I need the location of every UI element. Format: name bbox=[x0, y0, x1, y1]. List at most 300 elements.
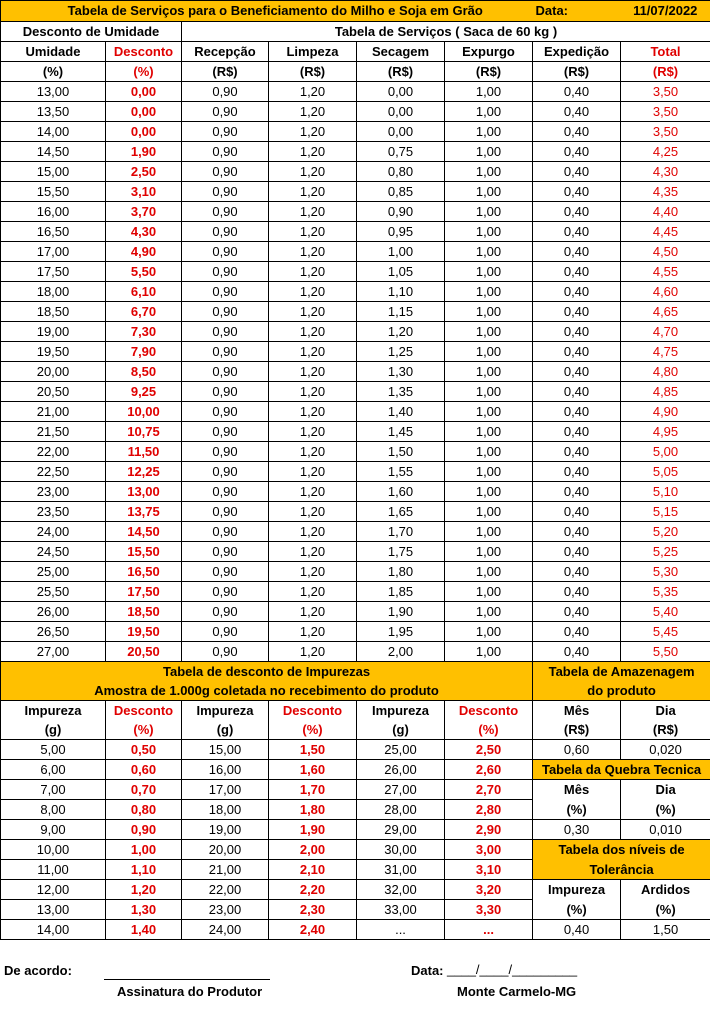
breakage-unit-dia: (%) bbox=[621, 800, 710, 820]
cell-expurgo: 1,00 bbox=[445, 142, 533, 162]
title-bar bbox=[1, 1, 710, 22]
cell-secagem: 1,35 bbox=[357, 382, 445, 402]
cell-expedicao: 0,40 bbox=[533, 482, 621, 502]
table-row bbox=[1, 382, 710, 402]
cell-recepcao: 0,90 bbox=[182, 162, 269, 182]
col-expedicao: Expedição bbox=[533, 42, 621, 62]
cell-umidade: 19,00 bbox=[1, 322, 106, 342]
cell-secagem: 1,20 bbox=[357, 322, 445, 342]
cell-recepcao: 0,90 bbox=[182, 542, 269, 562]
cell-secagem: 1,60 bbox=[357, 482, 445, 502]
cell-recepcao: 0,90 bbox=[182, 562, 269, 582]
cell-desconto: 8,50 bbox=[106, 362, 182, 382]
cell-expedicao: 0,40 bbox=[533, 162, 621, 182]
table-row bbox=[1, 262, 710, 282]
imp-cell-impureza: 7,00 bbox=[1, 780, 106, 800]
imp-cell-desconto: 1,60 bbox=[269, 760, 357, 780]
imp-cell-impureza: 20,00 bbox=[182, 840, 269, 860]
imp-cell-impureza: 22,00 bbox=[182, 880, 269, 900]
cell-expurgo: 1,00 bbox=[445, 222, 533, 242]
cell-desconto: 2,50 bbox=[106, 162, 182, 182]
cell-expurgo: 1,00 bbox=[445, 602, 533, 622]
cell-desconto: 7,90 bbox=[106, 342, 182, 362]
cell-desconto: 3,70 bbox=[106, 202, 182, 222]
cell-expurgo: 1,00 bbox=[445, 122, 533, 142]
imp-cell-desconto: 1,50 bbox=[269, 740, 357, 760]
cell-recepcao: 0,90 bbox=[182, 642, 269, 662]
impurities-rows bbox=[1, 740, 710, 940]
cell-expedicao: 0,40 bbox=[533, 402, 621, 422]
cell-umidade: 21,50 bbox=[1, 422, 106, 442]
cell-umidade: 27,00 bbox=[1, 642, 106, 662]
col-desconto: Desconto bbox=[106, 42, 182, 62]
imp-cell-impureza: 5,00 bbox=[1, 740, 106, 760]
cell-secagem: 1,00 bbox=[357, 242, 445, 262]
imp-cell-impureza: 32,00 bbox=[357, 880, 445, 900]
imp-cell-desconto: 3,10 bbox=[445, 860, 533, 880]
cell-total: 5,35 bbox=[621, 582, 710, 602]
imp-cell-desconto: 0,70 bbox=[106, 780, 182, 800]
signature-label: Assinatura do Produtor bbox=[117, 984, 263, 999]
cell-secagem: 1,30 bbox=[357, 362, 445, 382]
cell-desconto: 4,30 bbox=[106, 222, 182, 242]
storage-title-2: do produto bbox=[533, 681, 710, 701]
cell-expedicao: 0,40 bbox=[533, 122, 621, 142]
storage-title-1: Tabela de Amazenagem bbox=[533, 662, 710, 682]
cell-recepcao: 0,90 bbox=[182, 262, 269, 282]
table-row bbox=[1, 162, 710, 182]
imp-col-desconto-3: Desconto bbox=[445, 701, 533, 721]
impurities-table bbox=[0, 661, 710, 940]
table-row bbox=[1, 800, 710, 820]
imp-cell-desconto: 0,80 bbox=[106, 800, 182, 820]
cell-expedicao: 0,40 bbox=[533, 362, 621, 382]
cell-recepcao: 0,90 bbox=[182, 282, 269, 302]
cell-desconto: 0,00 bbox=[106, 102, 182, 122]
imp-cell-impureza: 14,00 bbox=[1, 920, 106, 940]
cell-desconto: 1,90 bbox=[106, 142, 182, 162]
cell-expedicao: 0,40 bbox=[533, 642, 621, 662]
table-row bbox=[1, 282, 710, 302]
cell-expurgo: 1,00 bbox=[445, 542, 533, 562]
imp-cell-impureza: 18,00 bbox=[182, 800, 269, 820]
cell-total: 5,25 bbox=[621, 542, 710, 562]
tolerance-title-1: Tabela dos níveis de bbox=[533, 840, 710, 860]
cell-limpeza: 1,20 bbox=[269, 562, 357, 582]
cell-secagem: 1,15 bbox=[357, 302, 445, 322]
cell-secagem: 1,65 bbox=[357, 502, 445, 522]
imp-cell-desconto: 0,60 bbox=[106, 760, 182, 780]
cell-desconto: 18,50 bbox=[106, 602, 182, 622]
cell-recepcao: 0,90 bbox=[182, 182, 269, 202]
cell-expedicao: 0,40 bbox=[533, 182, 621, 202]
cell-expurgo: 1,00 bbox=[445, 562, 533, 582]
cell-expurgo: 1,00 bbox=[445, 622, 533, 642]
cell-expurgo: 1,00 bbox=[445, 642, 533, 662]
cell-expedicao: 0,40 bbox=[533, 502, 621, 522]
cell-umidade: 24,50 bbox=[1, 542, 106, 562]
cell-desconto: 3,10 bbox=[106, 182, 182, 202]
cell-desconto: 11,50 bbox=[106, 442, 182, 462]
cell-recepcao: 0,90 bbox=[182, 622, 269, 642]
imp-cell-desconto: 2,50 bbox=[445, 740, 533, 760]
breakage-col-dia: Dia bbox=[621, 780, 710, 800]
imp-cell-desconto: 1,30 bbox=[106, 900, 182, 920]
cell-limpeza: 1,20 bbox=[269, 122, 357, 142]
imp-cell-impureza: 30,00 bbox=[357, 840, 445, 860]
cell-umidade: 22,50 bbox=[1, 462, 106, 482]
cell-desconto: 7,30 bbox=[106, 322, 182, 342]
tolerance-title-2: Tolerância bbox=[533, 860, 710, 880]
cell-total: 5,15 bbox=[621, 502, 710, 522]
cell-total: 4,35 bbox=[621, 182, 710, 202]
cell-desconto: 13,00 bbox=[106, 482, 182, 502]
imp-cell-desconto: 0,90 bbox=[106, 820, 182, 840]
imp-col-impureza-1: Impureza bbox=[1, 701, 106, 721]
cell-umidade: 25,00 bbox=[1, 562, 106, 582]
cell-expedicao: 0,40 bbox=[533, 142, 621, 162]
cell-total: 4,85 bbox=[621, 382, 710, 402]
cell-secagem: 1,70 bbox=[357, 522, 445, 542]
impurities-col-headers bbox=[1, 701, 710, 721]
imp-cell-impureza: ... bbox=[357, 920, 445, 940]
cell-expedicao: 0,40 bbox=[533, 222, 621, 242]
cell-recepcao: 0,90 bbox=[182, 302, 269, 322]
cell-recepcao: 0,90 bbox=[182, 142, 269, 162]
services-rows bbox=[1, 82, 710, 662]
table-row bbox=[1, 740, 710, 760]
cell-recepcao: 0,90 bbox=[182, 462, 269, 482]
cell-recepcao: 0,90 bbox=[182, 202, 269, 222]
cell-secagem: 1,45 bbox=[357, 422, 445, 442]
cell-recepcao: 0,90 bbox=[182, 482, 269, 502]
cell-expurgo: 1,00 bbox=[445, 482, 533, 502]
cell-limpeza: 1,20 bbox=[269, 542, 357, 562]
cell-total: 4,65 bbox=[621, 302, 710, 322]
cell-total: 4,45 bbox=[621, 222, 710, 242]
cell-total: 4,50 bbox=[621, 242, 710, 262]
table-row bbox=[1, 342, 710, 362]
cell-total: 3,50 bbox=[621, 82, 710, 102]
imp-cell-desconto: 0,50 bbox=[106, 740, 182, 760]
cell-umidade: 20,00 bbox=[1, 362, 106, 382]
cell-recepcao: 0,90 bbox=[182, 122, 269, 142]
cell-recepcao: 0,90 bbox=[182, 362, 269, 382]
cell-desconto: 15,50 bbox=[106, 542, 182, 562]
cell-expurgo: 1,00 bbox=[445, 402, 533, 422]
unit-expurgo: (R$) bbox=[445, 62, 533, 82]
cell-expedicao: 0,40 bbox=[533, 442, 621, 462]
section-headers bbox=[1, 22, 710, 42]
breakage-val-dia: 0,010 bbox=[621, 820, 710, 840]
cell-secagem: 1,80 bbox=[357, 562, 445, 582]
cell-expurgo: 1,00 bbox=[445, 202, 533, 222]
cell-recepcao: 0,90 bbox=[182, 582, 269, 602]
cell-desconto: 13,75 bbox=[106, 502, 182, 522]
table-row bbox=[1, 642, 710, 662]
cell-secagem: 0,80 bbox=[357, 162, 445, 182]
cell-limpeza: 1,20 bbox=[269, 142, 357, 162]
cell-limpeza: 1,20 bbox=[269, 442, 357, 462]
cell-limpeza: 1,20 bbox=[269, 202, 357, 222]
imp-cell-desconto: 2,40 bbox=[269, 920, 357, 940]
table-row bbox=[1, 602, 710, 622]
table-row bbox=[1, 362, 710, 382]
cell-umidade: 25,50 bbox=[1, 582, 106, 602]
table-row bbox=[1, 102, 710, 122]
imp-cell-impureza: 6,00 bbox=[1, 760, 106, 780]
imp-cell-impureza: 25,00 bbox=[357, 740, 445, 760]
cell-expurgo: 1,00 bbox=[445, 322, 533, 342]
storage-col-mes: Mês bbox=[533, 701, 621, 721]
imp-cell-impureza: 9,00 bbox=[1, 820, 106, 840]
cell-umidade: 19,50 bbox=[1, 342, 106, 362]
cell-expurgo: 1,00 bbox=[445, 342, 533, 362]
unit-recepcao: (R$) bbox=[182, 62, 269, 82]
cell-umidade: 14,00 bbox=[1, 122, 106, 142]
imp-cell-impureza: 27,00 bbox=[357, 780, 445, 800]
table-row bbox=[1, 840, 710, 860]
imp-cell-impureza: 10,00 bbox=[1, 840, 106, 860]
imp-cell-impureza: 12,00 bbox=[1, 880, 106, 900]
cell-recepcao: 0,90 bbox=[182, 242, 269, 262]
table-row bbox=[1, 582, 710, 602]
cell-secagem: 2,00 bbox=[357, 642, 445, 662]
cell-expedicao: 0,40 bbox=[533, 282, 621, 302]
imp-cell-desconto: 2,80 bbox=[445, 800, 533, 820]
cell-expedicao: 0,40 bbox=[533, 602, 621, 622]
cell-secagem: 0,00 bbox=[357, 82, 445, 102]
storage-unit-dia: (R$) bbox=[621, 720, 710, 740]
tolerance-val-ardidos: 1,50 bbox=[621, 920, 710, 940]
cell-limpeza: 1,20 bbox=[269, 482, 357, 502]
cell-total: 4,40 bbox=[621, 202, 710, 222]
cell-desconto: 10,75 bbox=[106, 422, 182, 442]
breakage-unit-mes: (%) bbox=[533, 800, 621, 820]
table-row bbox=[1, 82, 710, 102]
table-row bbox=[1, 920, 710, 940]
cell-recepcao: 0,90 bbox=[182, 502, 269, 522]
cell-secagem: 0,90 bbox=[357, 202, 445, 222]
unit-limpeza: (R$) bbox=[269, 62, 357, 82]
cell-expedicao: 0,40 bbox=[533, 542, 621, 562]
cell-expurgo: 1,00 bbox=[445, 362, 533, 382]
imp-unit-pct-1: (%) bbox=[106, 720, 182, 740]
table-row bbox=[1, 122, 710, 142]
imp-unit-g-2: (g) bbox=[182, 720, 269, 740]
imp-col-desconto-1: Desconto bbox=[106, 701, 182, 721]
cell-recepcao: 0,90 bbox=[182, 322, 269, 342]
imp-cell-impureza: 15,00 bbox=[182, 740, 269, 760]
imp-cell-desconto: 1,20 bbox=[106, 880, 182, 900]
cell-limpeza: 1,20 bbox=[269, 422, 357, 442]
imp-cell-impureza: 28,00 bbox=[357, 800, 445, 820]
table-row bbox=[1, 182, 710, 202]
cell-umidade: 26,00 bbox=[1, 602, 106, 622]
cell-secagem: 1,85 bbox=[357, 582, 445, 602]
tolerance-unit-impureza: (%) bbox=[533, 900, 621, 920]
imp-cell-impureza: 33,00 bbox=[357, 900, 445, 920]
imp-cell-impureza: 23,00 bbox=[182, 900, 269, 920]
cell-expurgo: 1,00 bbox=[445, 282, 533, 302]
cell-limpeza: 1,20 bbox=[269, 282, 357, 302]
col-expurgo: Expurgo bbox=[445, 42, 533, 62]
cell-desconto: 14,50 bbox=[106, 522, 182, 542]
cell-limpeza: 1,20 bbox=[269, 342, 357, 362]
imp-col-desconto-2: Desconto bbox=[269, 701, 357, 721]
table-row bbox=[1, 242, 710, 262]
cell-limpeza: 1,20 bbox=[269, 362, 357, 382]
imp-cell-impureza: 29,00 bbox=[357, 820, 445, 840]
cell-secagem: 1,05 bbox=[357, 262, 445, 282]
table-row bbox=[1, 422, 710, 442]
imp-cell-desconto: 2,00 bbox=[269, 840, 357, 860]
tolerance-val-impureza: 0,40 bbox=[533, 920, 621, 940]
cell-expedicao: 0,40 bbox=[533, 242, 621, 262]
cell-recepcao: 0,90 bbox=[182, 342, 269, 362]
cell-limpeza: 1,20 bbox=[269, 262, 357, 282]
imp-cell-desconto: 1,00 bbox=[106, 840, 182, 860]
unit-headers bbox=[1, 62, 710, 82]
imp-cell-desconto: 1,90 bbox=[269, 820, 357, 840]
imp-cell-desconto: 2,90 bbox=[445, 820, 533, 840]
cell-umidade: 18,00 bbox=[1, 282, 106, 302]
cell-limpeza: 1,20 bbox=[269, 642, 357, 662]
cell-secagem: 0,00 bbox=[357, 122, 445, 142]
cell-expedicao: 0,40 bbox=[533, 342, 621, 362]
cell-umidade: 17,00 bbox=[1, 242, 106, 262]
cell-secagem: 0,75 bbox=[357, 142, 445, 162]
imp-cell-desconto: 2,70 bbox=[445, 780, 533, 800]
cell-expedicao: 0,40 bbox=[533, 462, 621, 482]
cell-recepcao: 0,90 bbox=[182, 402, 269, 422]
cell-secagem: 1,40 bbox=[357, 402, 445, 422]
cell-expedicao: 0,40 bbox=[533, 302, 621, 322]
cell-recepcao: 0,90 bbox=[182, 522, 269, 542]
table-row bbox=[1, 860, 710, 880]
tolerance-col-ardidos: Ardidos bbox=[621, 880, 710, 900]
imp-cell-desconto: 1,70 bbox=[269, 780, 357, 800]
imp-cell-desconto: 1,80 bbox=[269, 800, 357, 820]
cell-secagem: 0,00 bbox=[357, 102, 445, 122]
table-row bbox=[1, 202, 710, 222]
storage-col-dia: Dia bbox=[621, 701, 710, 721]
cell-total: 4,25 bbox=[621, 142, 710, 162]
imp-cell-impureza: 17,00 bbox=[182, 780, 269, 800]
cell-umidade: 13,00 bbox=[1, 82, 106, 102]
cell-secagem: 0,85 bbox=[357, 182, 445, 202]
breakage-title: Tabela da Quebra Tecnica bbox=[533, 760, 710, 780]
date-label: Data: bbox=[533, 1, 621, 22]
cell-total: 5,10 bbox=[621, 482, 710, 502]
cell-desconto: 5,50 bbox=[106, 262, 182, 282]
cell-umidade: 16,00 bbox=[1, 202, 106, 222]
imp-cell-desconto: 1,10 bbox=[106, 860, 182, 880]
cell-umidade: 20,50 bbox=[1, 382, 106, 402]
imp-cell-desconto: 2,20 bbox=[269, 880, 357, 900]
cell-total: 3,50 bbox=[621, 102, 710, 122]
cell-limpeza: 1,20 bbox=[269, 82, 357, 102]
imp-cell-desconto: 1,40 bbox=[106, 920, 182, 940]
storage-val-mes: 0,60 bbox=[533, 740, 621, 760]
cell-total: 5,20 bbox=[621, 522, 710, 542]
cell-limpeza: 1,20 bbox=[269, 382, 357, 402]
cell-expedicao: 0,40 bbox=[533, 102, 621, 122]
cell-desconto: 6,10 bbox=[106, 282, 182, 302]
cell-secagem: 1,25 bbox=[357, 342, 445, 362]
cell-expedicao: 0,40 bbox=[533, 82, 621, 102]
storage-unit-mes: (R$) bbox=[533, 720, 621, 740]
cell-desconto: 17,50 bbox=[106, 582, 182, 602]
imp-cell-desconto: 3,00 bbox=[445, 840, 533, 860]
cell-expurgo: 1,00 bbox=[445, 242, 533, 262]
imp-cell-impureza: 13,00 bbox=[1, 900, 106, 920]
table-row bbox=[1, 562, 710, 582]
cell-umidade: 26,50 bbox=[1, 622, 106, 642]
cell-total: 4,70 bbox=[621, 322, 710, 342]
table-row bbox=[1, 322, 710, 342]
table-row bbox=[1, 462, 710, 482]
cell-desconto: 0,00 bbox=[106, 82, 182, 102]
cell-expedicao: 0,40 bbox=[533, 582, 621, 602]
table-row bbox=[1, 222, 710, 242]
cell-secagem: 1,10 bbox=[357, 282, 445, 302]
imp-cell-desconto: ... bbox=[445, 920, 533, 940]
imp-unit-g-1: (g) bbox=[1, 720, 106, 740]
cell-total: 4,90 bbox=[621, 402, 710, 422]
imp-col-impureza-2: Impureza bbox=[182, 701, 269, 721]
cell-total: 5,45 bbox=[621, 622, 710, 642]
table-row bbox=[1, 482, 710, 502]
cell-limpeza: 1,20 bbox=[269, 622, 357, 642]
cell-expurgo: 1,00 bbox=[445, 462, 533, 482]
tolerance-col-impureza: Impureza bbox=[533, 880, 621, 900]
cell-expedicao: 0,40 bbox=[533, 382, 621, 402]
cell-umidade: 15,00 bbox=[1, 162, 106, 182]
cell-secagem: 1,90 bbox=[357, 602, 445, 622]
impurities-subtitle: Amostra de 1.000g coletada no recebimento do produto bbox=[1, 681, 533, 701]
cell-umidade: 15,50 bbox=[1, 182, 106, 202]
services-section-title: Tabela de Serviços ( Saca de 60 kg ) bbox=[182, 22, 710, 42]
cell-desconto: 9,25 bbox=[106, 382, 182, 402]
breakage-col-mes: Mês bbox=[533, 780, 621, 800]
place-label: Monte Carmelo-MG bbox=[457, 984, 577, 999]
cell-recepcao: 0,90 bbox=[182, 102, 269, 122]
cell-expedicao: 0,40 bbox=[533, 202, 621, 222]
imp-cell-impureza: 8,00 bbox=[1, 800, 106, 820]
footer-date-blank: ____/____/_________ bbox=[447, 962, 578, 977]
cell-expurgo: 1,00 bbox=[445, 582, 533, 602]
cell-expurgo: 1,00 bbox=[445, 522, 533, 542]
cell-limpeza: 1,20 bbox=[269, 102, 357, 122]
cell-umidade: 23,00 bbox=[1, 482, 106, 502]
col-total: Total bbox=[621, 42, 710, 62]
cell-desconto: 16,50 bbox=[106, 562, 182, 582]
cell-expedicao: 0,40 bbox=[533, 422, 621, 442]
imp-cell-impureza: 26,00 bbox=[357, 760, 445, 780]
imp-cell-impureza: 11,00 bbox=[1, 860, 106, 880]
cell-umidade: 16,50 bbox=[1, 222, 106, 242]
cell-total: 3,50 bbox=[621, 122, 710, 142]
cell-umidade: 21,00 bbox=[1, 402, 106, 422]
cell-expurgo: 1,00 bbox=[445, 262, 533, 282]
cell-total: 4,95 bbox=[621, 422, 710, 442]
cell-secagem: 1,95 bbox=[357, 622, 445, 642]
cell-total: 4,30 bbox=[621, 162, 710, 182]
table-row bbox=[1, 900, 710, 920]
cell-total: 5,05 bbox=[621, 462, 710, 482]
cell-limpeza: 1,20 bbox=[269, 402, 357, 422]
